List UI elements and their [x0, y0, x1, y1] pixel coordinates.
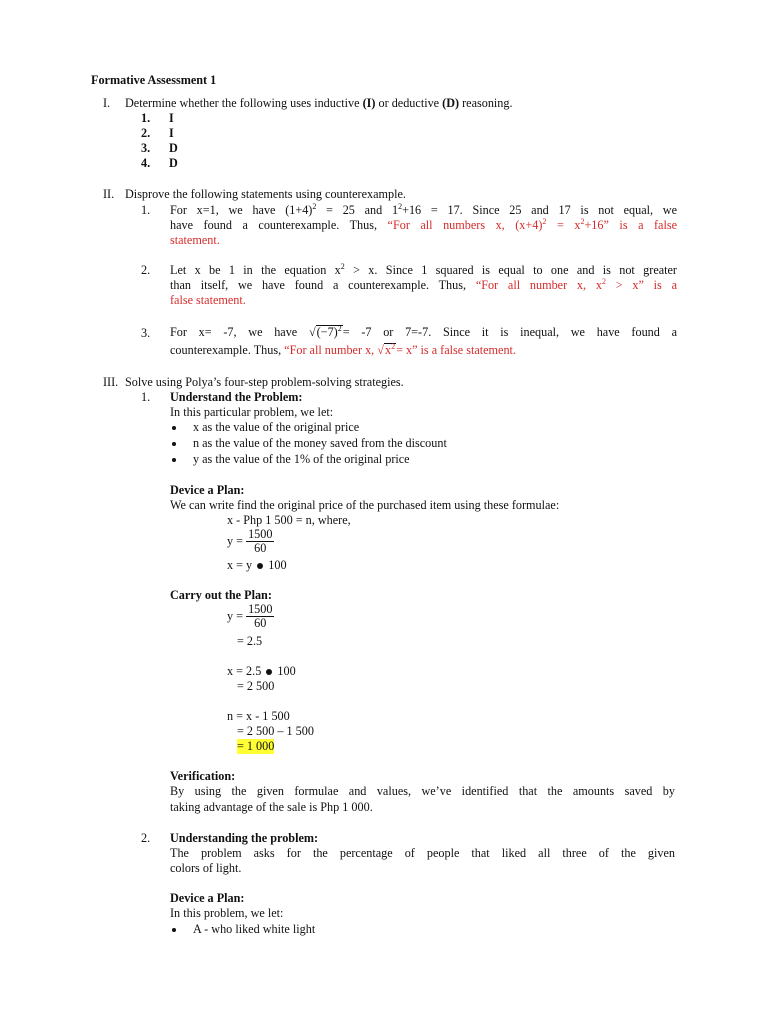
problem-number: 1. [141, 390, 151, 404]
list-item: y as the value of the 1% of the original price [193, 452, 410, 466]
fraction: $\frac{1500}{60}$ [248, 602, 273, 630]
answer-value: I [169, 126, 174, 140]
plan-intro-2: In this problem, we let: [170, 906, 284, 920]
counterexample-1-line3: statement. [170, 233, 220, 247]
part2-number: II. [103, 187, 115, 201]
answer-number: 1. [141, 111, 151, 125]
carry-step-1: y = $\frac{1500}{60}$ [227, 602, 273, 630]
carry-step-5: n = x - 1 500 [227, 709, 290, 723]
understanding-heading: Understanding the problem: [170, 831, 319, 845]
formula-1: x - Php 1 500 = n, where, [227, 513, 351, 527]
sqrt-symbol: √ [308, 325, 316, 339]
verification-line2: taking advantage of the sale is Php 1 000. [170, 800, 373, 814]
answer-value: D [169, 141, 178, 155]
bullet-icon [172, 442, 176, 446]
sqrt-radicand: $x^2$ [384, 341, 396, 357]
answer-value: D [169, 156, 178, 170]
plan-heading-2: Device a Plan: [170, 891, 245, 905]
counterexample-2-line1: Let x be 1 in the equation $x^2 > x$. Since 1 squared is equal to one and is not greater [170, 261, 677, 277]
carry-step-3: x = 2.5 100 [227, 664, 296, 678]
counterexample-2-line2: than itself, we have found a counterexample. Thus, “For all number x, $x^2 > x$” is a [170, 276, 677, 292]
problem-number: 2. [141, 831, 151, 845]
item-number: 3. [141, 326, 151, 340]
answer-number: 4. [141, 156, 151, 170]
formula-2: y = $\frac{1500}{60}$ [227, 527, 273, 555]
verification-heading: Verification: [170, 769, 236, 783]
plan-text: We can write find the original price of the purchased item using these formulae: [170, 498, 560, 512]
understand-intro: In this particular problem, we let: [170, 405, 334, 419]
carry-step-4: = 2 500 [237, 679, 275, 693]
answer-value: I [169, 111, 174, 125]
carry-step-2: = 2.5 [237, 634, 263, 648]
answer-number: 2. [141, 126, 151, 140]
counterexample-3-line2: counterexample. Thus, “For all number x, $√x^2= x$” is a false statement. [170, 341, 516, 357]
item-number: 1. [141, 203, 151, 217]
counterexample-3-line1: For x= -7, we have $√(-7)^2= -7$ or 7=-7. Since it is inequal, we have found a [170, 323, 677, 339]
document-title: Formative Assessment 1 [91, 73, 217, 87]
multiply-dot-icon [266, 669, 272, 675]
answer-number: 3. [141, 141, 151, 155]
problem-2-line1: The problem asks for the percentage of people that liked all three of the given [170, 846, 675, 860]
plan-heading: Device a Plan: [170, 483, 245, 497]
counterexample-1-line2: have found a counterexample. Thus, “For all numbers x, $(x+4)^2 = x^2+16$” is a false [170, 216, 678, 232]
part1-number: I. [103, 96, 111, 110]
part1-instruction: Determine whether the following uses inductive (I) or deductive (D) reasoning. [125, 96, 513, 110]
part3-instruction: Solve using Polya’s four-step problem-solving strategies. [125, 375, 404, 389]
multiply-dot-icon [257, 563, 263, 569]
carry-heading: Carry out the Plan: [170, 588, 272, 602]
list-item: n as the value of the money saved from the discount [193, 436, 447, 450]
verification-line1: By using the given formulae and values, we’ve identified that the amounts saved by [170, 784, 675, 798]
list-item: A - who liked white light [193, 922, 316, 936]
counterexample-1-line1: For x=1, we have $(1+4)^2 = 25$ and $1^2+16 = 17$. Since 25 and 17 is not equal, we [170, 201, 677, 217]
counterexample-2-line3: false statement. [170, 293, 246, 307]
sqrt-radicand: $(-7)^2$ [316, 323, 342, 339]
highlighted-answer: = 1 000 [237, 739, 275, 753]
list-item: x as the value of the original price [193, 420, 360, 434]
part2-instruction: Disprove the following statements using counterexample. [125, 187, 406, 201]
item-number: 2. [141, 263, 151, 277]
formula-3: x = y 100 [227, 558, 287, 572]
bullet-icon [172, 426, 176, 430]
fraction: $\frac{1500}{60}$ [248, 527, 273, 555]
bullet-icon [172, 458, 176, 462]
problem-2-line2: colors of light. [170, 861, 242, 875]
part3-number: III. [103, 375, 119, 389]
carry-step-6: = 2 500 – 1 500 [237, 724, 314, 738]
sqrt-symbol: √ [377, 343, 384, 357]
bullet-icon [172, 928, 176, 932]
understand-heading: Understand the Problem: [170, 390, 303, 404]
